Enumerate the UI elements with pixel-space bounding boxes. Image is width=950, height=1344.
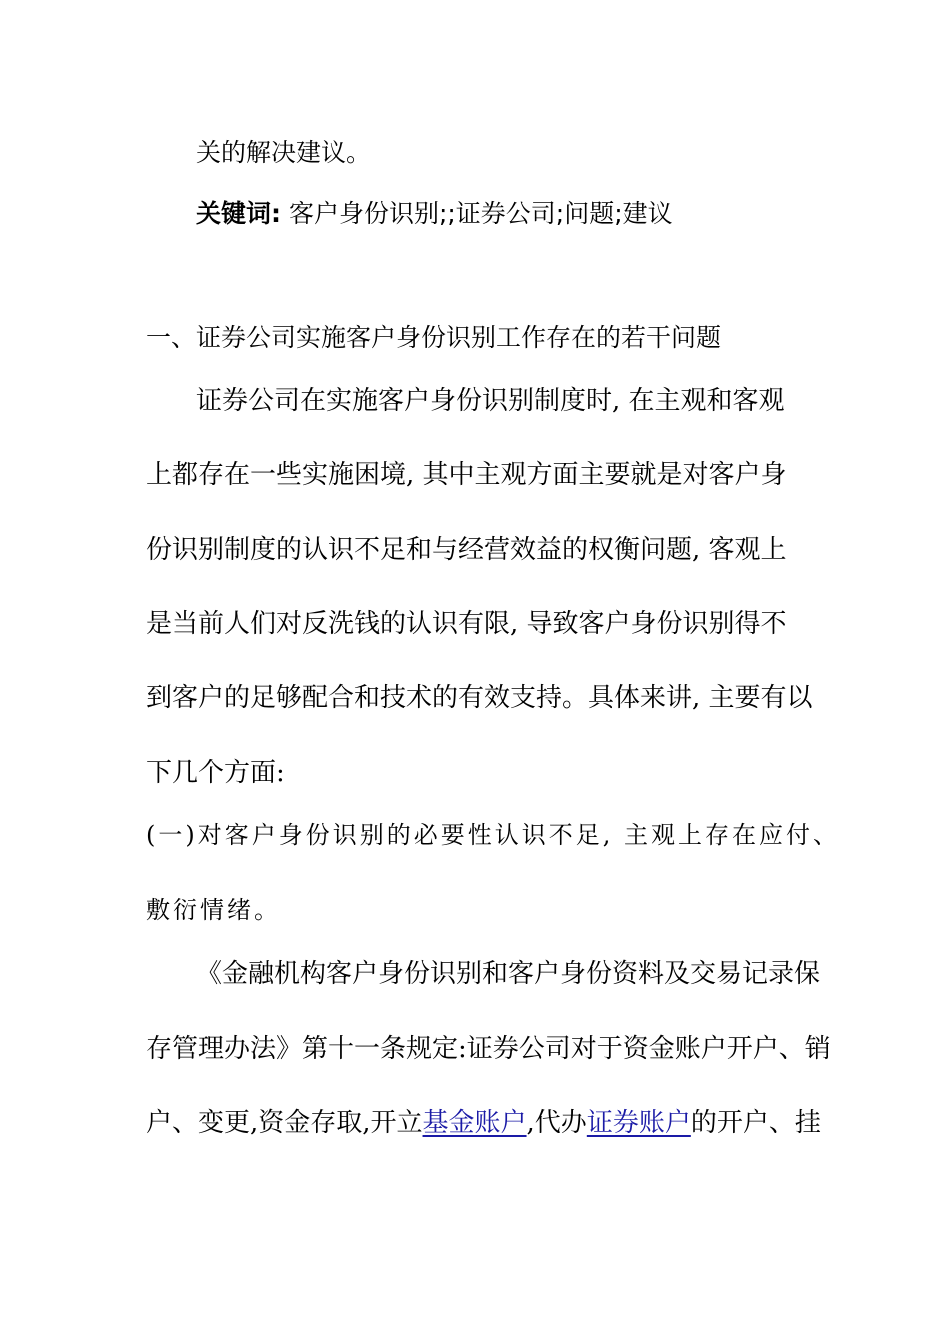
keywords-label: 关键词:: [196, 199, 281, 228]
para1-line: 证券公司在实施客户身份识别制度时, 在主观和客观: [196, 386, 785, 416]
subheading-continued: 敷衍情绪。: [146, 896, 281, 924]
text-segment: 的开户、挂: [690, 1108, 821, 1138]
section-heading: 一、证券公司实施客户身份识别工作存在的若干问题: [146, 323, 722, 352]
text-segment: ,代办: [526, 1108, 587, 1138]
para2-line: 存管理办法》第十一条规定:证券公司对于资金账户开户、销: [146, 1034, 831, 1064]
para2-line: 《金融机构客户身份识别和客户身份资料及交易记录保: [196, 959, 821, 989]
text-segment: 户、变更,资金存取,开立: [146, 1108, 423, 1138]
para1-line: 份识别制度的认识不足和与经营效益的权衡问题, 客观上: [146, 535, 787, 565]
fund-account-link[interactable]: 基金账户: [422, 1108, 527, 1138]
para1-line: 下几个方面:: [146, 758, 285, 788]
para1-line: 上都存在一些实施困境, 其中主观方面主要就是对客户身: [146, 460, 787, 490]
abstract-tail: 关的解决建议。: [196, 138, 372, 167]
securities-account-link[interactable]: 证券账户: [586, 1108, 691, 1138]
para1-line: 是当前人们对反洗钱的认识有限, 导致客户身份识别得不: [146, 609, 787, 639]
para2-line: [146, 1110, 821, 1136]
keywords-line: [196, 201, 673, 226]
para1-line: 到客户的足够配合和技术的有效支持。具体来讲, 主要有以: [146, 683, 813, 713]
keywords-value: 客户身份识别;;证券公司;问题;建议: [288, 199, 673, 228]
subheading: (一)对客户身份识别的必要性认识不足, 主观上存在应付、: [146, 821, 840, 849]
